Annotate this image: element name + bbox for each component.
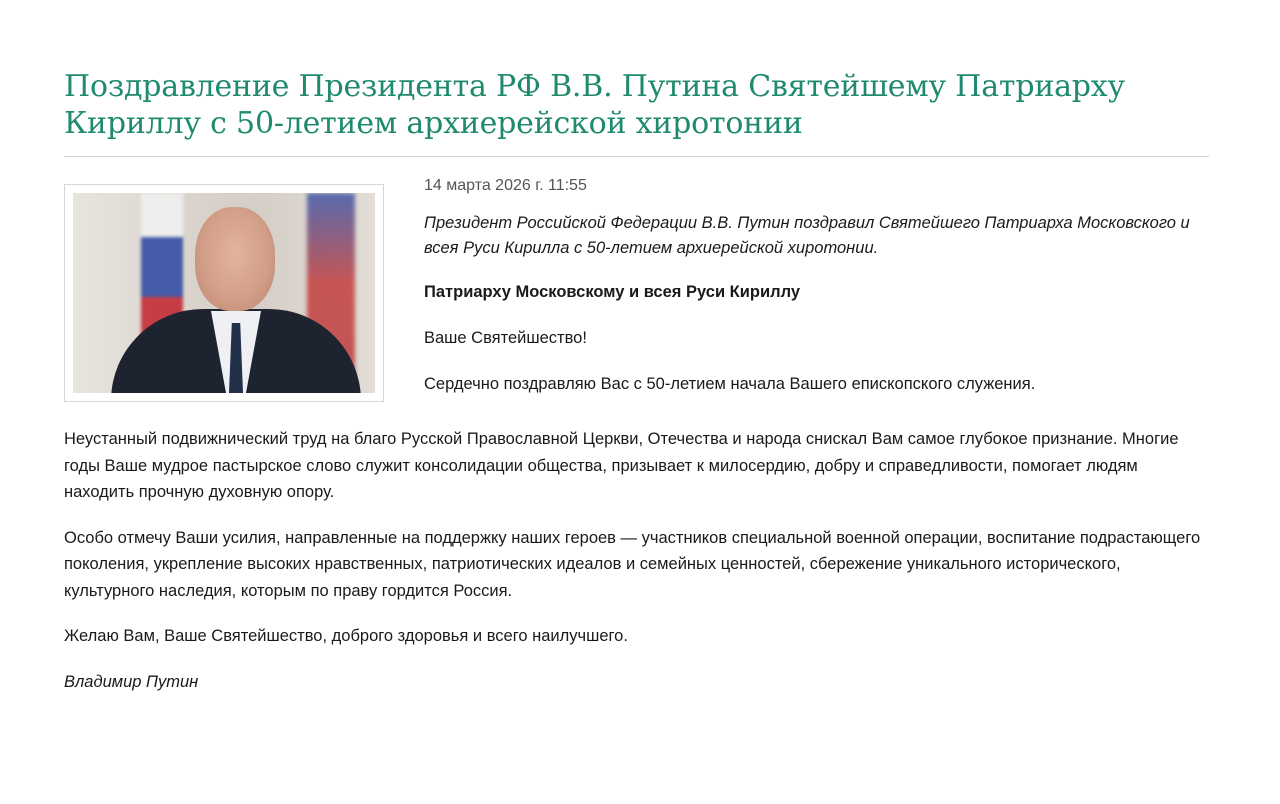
letter-addressee: Патриарху Московскому и всея Руси Кириллу bbox=[424, 283, 801, 301]
title-divider bbox=[64, 156, 1209, 157]
letter-salutation: Ваше Святейшество! bbox=[424, 329, 587, 347]
publication-date: 14 марта 2026 г. 11:55 bbox=[424, 177, 587, 194]
letter-signature: Владимир Путин bbox=[64, 672, 199, 691]
letter-paragraph: Неустанный подвижнический труд на благо Русской Православной Церкви, Отечества и народа снискал Вам самое глубокое признание. Многие годы Ваше мудрое пастырское слово служит консолидации общества, призывает к милосердию, добру и справедливости, помогает людям находить прочную духовную опору. bbox=[64, 430, 1179, 501]
article-lead: Президент Российской Федерации В.В. Путин поздравил Святейшего Патриарха Московского и всея Руси Кирилла с 50-летием архиерейской хиротонии. bbox=[424, 214, 1190, 257]
article-header-block bbox=[424, 175, 1214, 395]
letter-paragraph: Сердечно поздравляю Вас с 50-летием начала Вашего епископского служения. bbox=[424, 375, 1036, 393]
letter-paragraph: Желаю Вам, Ваше Святейшество, доброго здоровья и всего наилучшего. bbox=[64, 627, 628, 645]
article bbox=[64, 68, 1209, 691]
portrait-face bbox=[195, 207, 275, 311]
letter-paragraph: Особо отмечу Ваши усилия, направленные на поддержку наших героев — участников специальной военной операции, воспитание подрастающего поколения, укрепление высоких нравственных, патриотических идеалов и семейных ценностей, сбережение уникального исторического, культурного наследия, которым по праву гордится Россия. bbox=[64, 528, 1201, 600]
letter-body bbox=[64, 426, 1209, 714]
portrait-image bbox=[73, 193, 375, 393]
article-photo[interactable] bbox=[64, 184, 384, 402]
article-title: Поздравление Президента РФ В.В. Путина Святейшему Патриарху Кириллу с 50-летием архиерейской хиротонии bbox=[64, 69, 1125, 141]
